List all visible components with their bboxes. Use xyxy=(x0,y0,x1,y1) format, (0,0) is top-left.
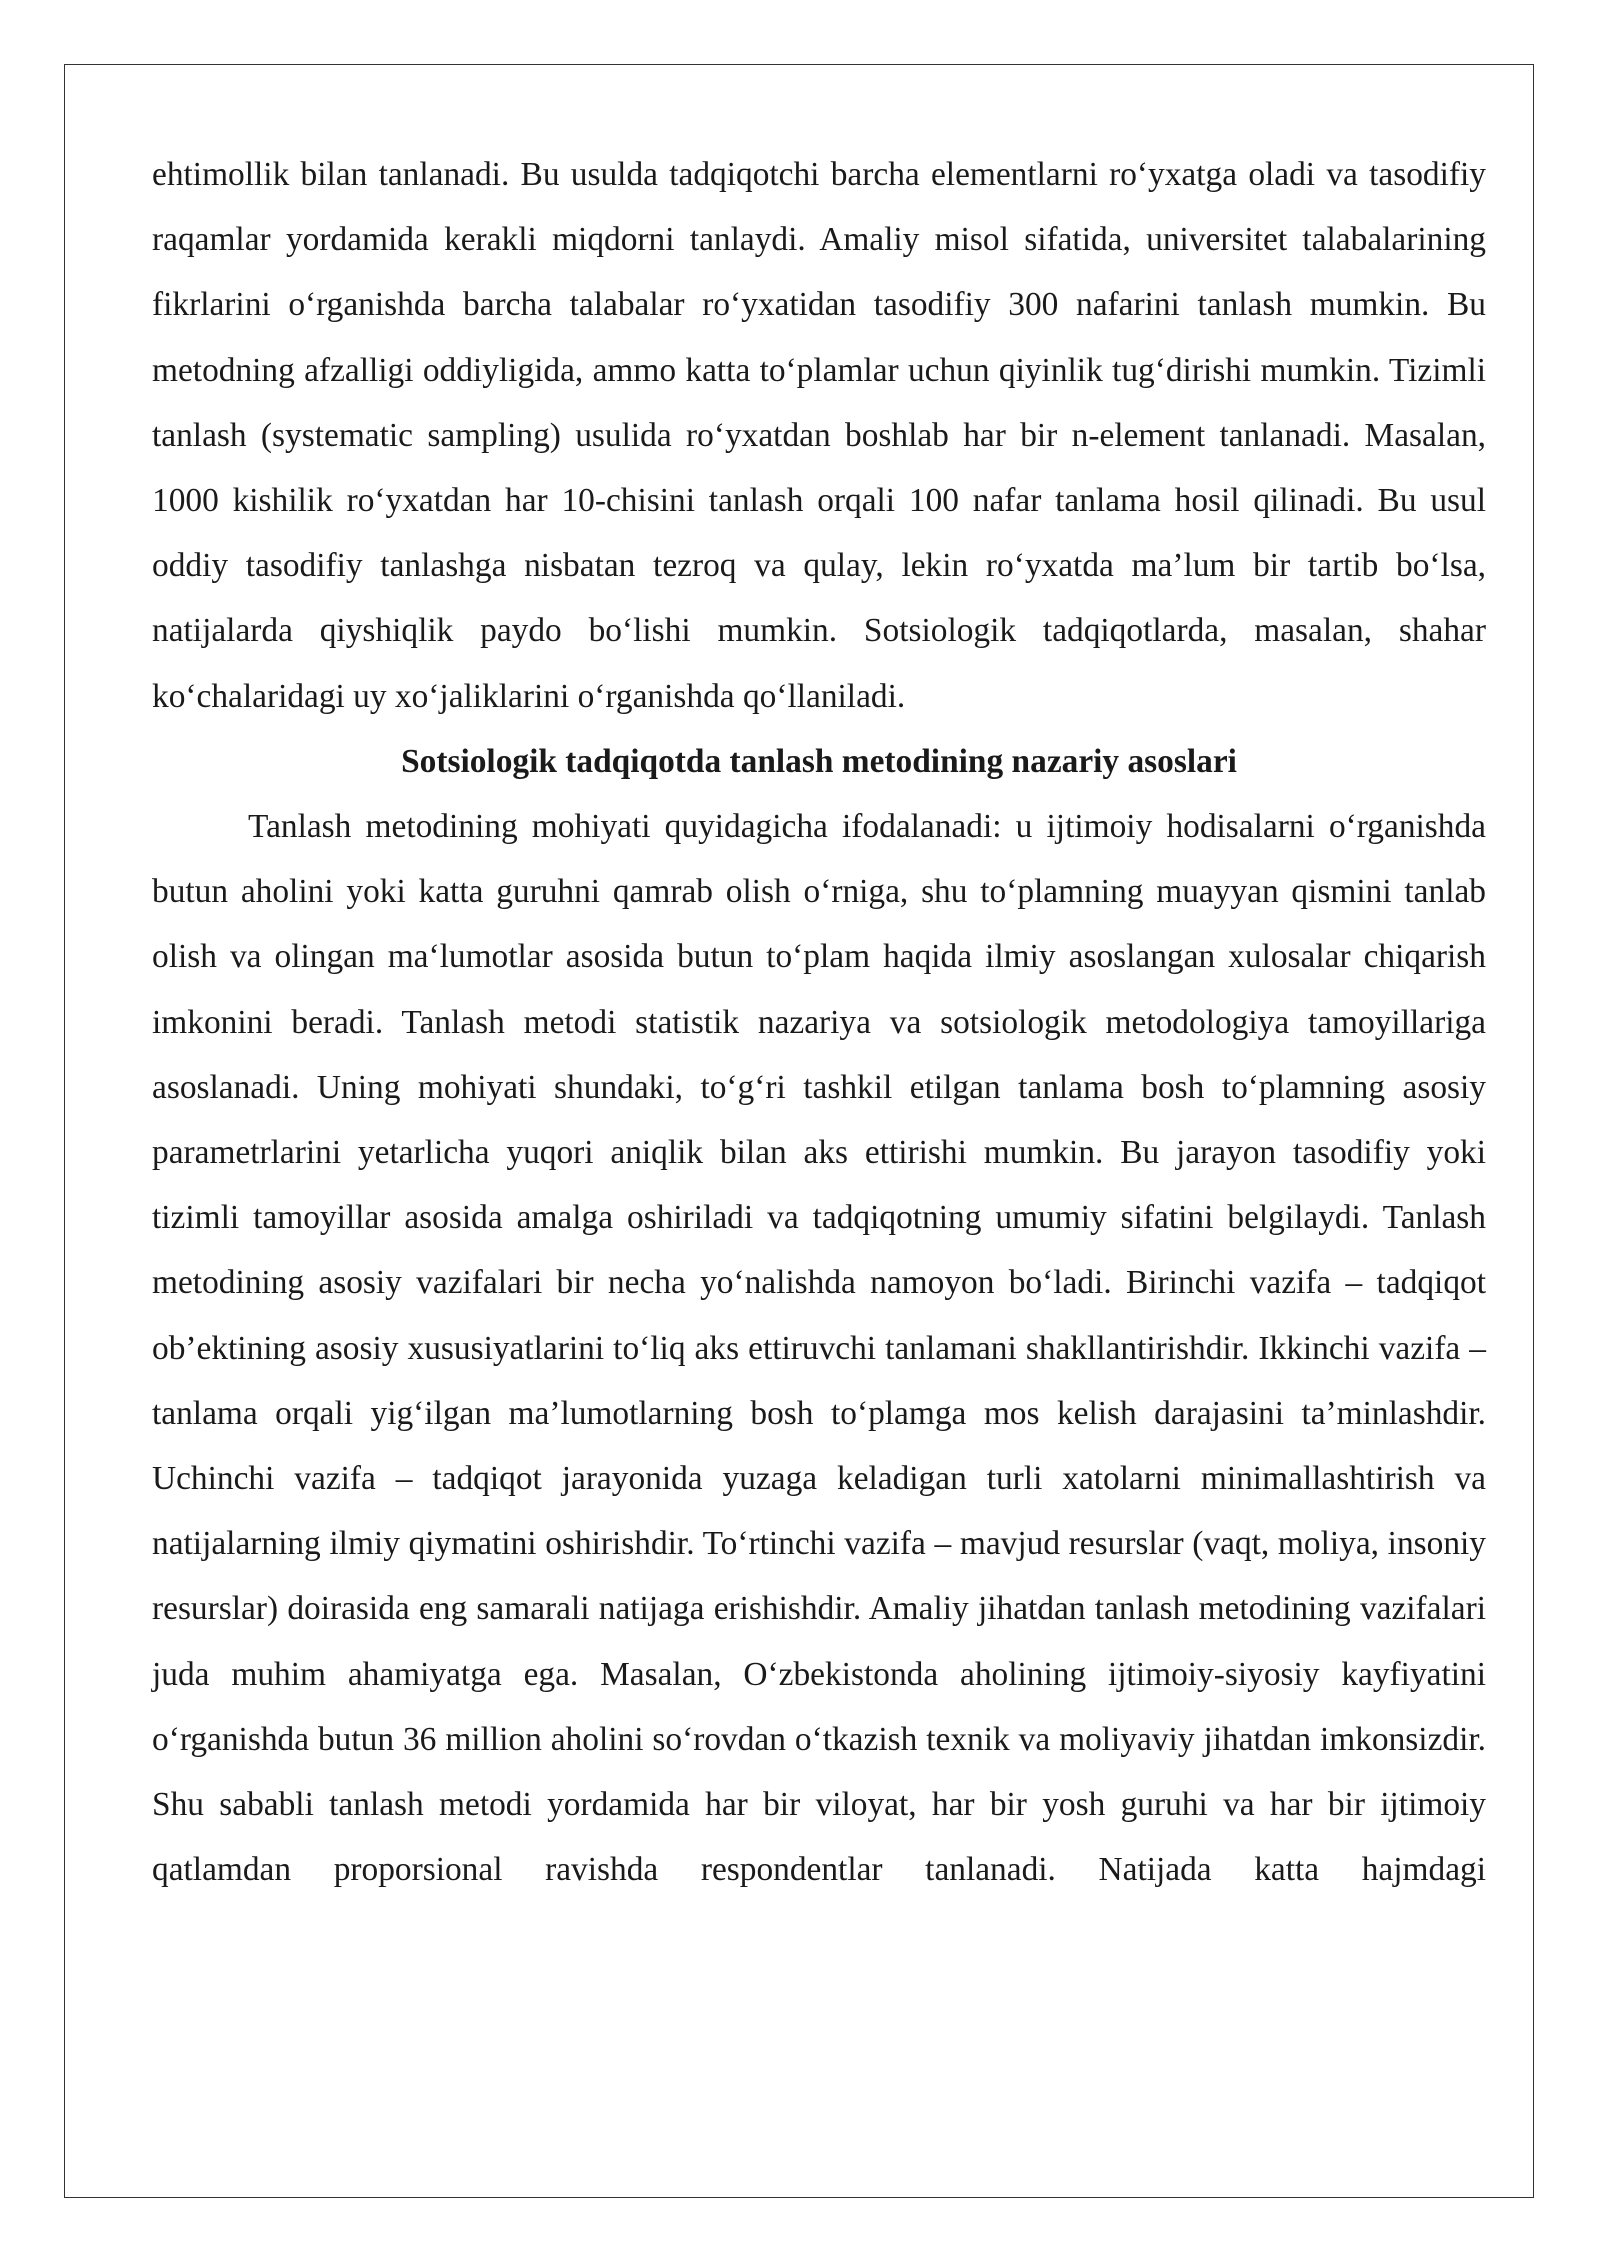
paragraph-theory: Tanlash metodining mohiyati quyidagicha ifodalanadi: u ijtimoiy hodisalarni o‘rganishda butun aholini yoki katta guruhni qamrab olish o‘rniga, shu to‘plamning muayyan qismini tanlab olish va olingan ma‘lumotlar asosida butun to‘plam haqida ilmiy asoslangan xulosalar chiqarish imkonini beradi. Tanlash metodi statistik nazariya va sotsiologik metodologiya tamoyillariga asoslanadi. Uning mohiyati shundaki, to‘g‘ri tashkil etilgan tanlama bosh to‘plamning asosiy parametrlarini yetarlicha yuqori aniqlik bilan aks ettirishi mumkin. Bu jarayon tasodifiy yoki tizimli tamoyillar asosida amalga oshiriladi va tadqiqotning umumiy sifatini belgilaydi. Tanlash metodining asosiy vazifalari bir necha yo‘nalishda namoyon bo‘ladi. Birinchi vazifa – tadqiqot ob’ektining asosiy xususiyatlarini to‘liq aks ettiruvchi tanlamani shakllantirishdir. Ikkinchi vazifa – tanlama orqali yig‘ilgan ma’lumotlarning bosh to‘plamga mos kelish darajasini ta’minlashdir. Uchinchi vazifa – tadqiqot jarayonida yuzaga keladigan turli xatolarni minimallashtirish va natijalarning ilmiy qiymatini oshirishdir. To‘rtinchi vazifa – mavjud resurslar (vaqt, moliya, insoniy resurslar) doirasida eng samarali natijaga erishishdir. Amaliy jihatdan tanlash metodining vazifalari juda muhim ahamiyatga ega. Masalan, O‘zbekistonda aholining ijtimoiy-siyosiy kayfiyatini o‘rganishda butun 36 million aholini so‘rovdan o‘tkazish texnik va moliyaviy jihatdan imkonsizdir. Shu sababli tanlash metodi yordamida har bir viloyat, har bir yosh guruhi va har bir ijtimoiy qatlamdan proporsional ravishda respondentlar tanlanadi. Natijada katta hajmdagi xyxy=(152,808,1486,1889)
document-body xyxy=(152,142,1486,1902)
paragraph-continued: ehtimollik bilan tanlanadi. Bu usulda tadqiqotchi barcha elementlarni ro‘yxatga oladi va tasodifiy raqamlar yordamida kerakli miqdorni tanlaydi. Amaliy misol sifatida, universitet talabalarining fikrlarini o‘rganishda barcha talabalar ro‘yxatidan tasodifiy 300 nafarini tanlash mumkin. Bu metodning afzalligi oddiyligida, ammo katta to‘plamlar uchun qiyinlik tug‘dirishi mumkin. Tizimli tanlash (systematic sampling) usulida ro‘yxatdan boshlab har bir n-element tanlanadi. Masalan, 1000 kishilik ro‘yxatdan har 10-chisini tanlash orqali 100 nafar tanlama hosil qilinadi. Bu usul oddiy tasodifiy tanlashga nisbatan tezroq va qulay, lekin ro‘yxatda ma’lum bir tartib bo‘lsa, natijalarda qiyshiqlik paydo bo‘lishi mumkin. Sotsiologik tadqiqotlarda, masalan, shahar ko‘chalaridagi uy xo‘jaliklarini o‘rganishda qo‘llaniladi. xyxy=(152,156,1486,715)
section-heading: Sotsiologik tadqiqotda tanlash metodining nazariy asoslari xyxy=(401,742,1237,780)
